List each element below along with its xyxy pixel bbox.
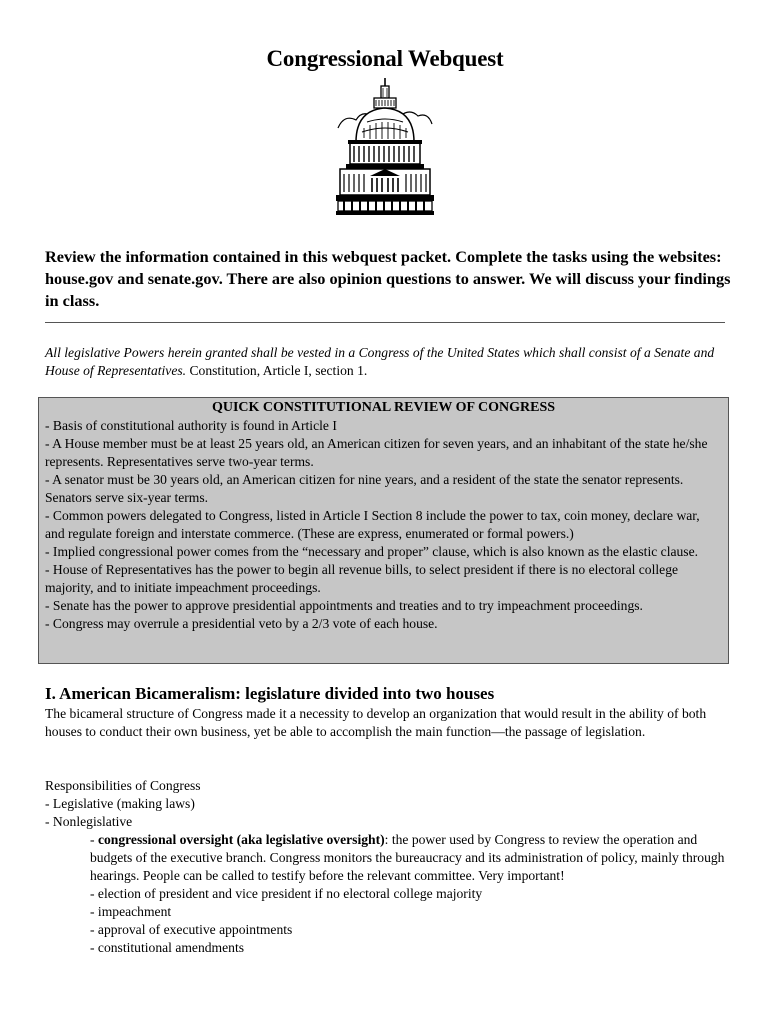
list-item: - constitutional amendments: [90, 940, 245, 955]
list-item: - Legislative (making laws): [45, 796, 195, 811]
capitol-building-icon: [334, 76, 436, 218]
constitutional-review-box: [38, 397, 729, 664]
list-item: - approval of executive appointments: [90, 922, 293, 937]
list-item: - impeachment: [90, 904, 172, 919]
review-item: - House of Representatives has the power to begin all revenue bills, to select president if there is no electoral college majority, and to initiate impeachment proceedings.: [45, 562, 679, 595]
nonlegislative-sublist: [90, 831, 730, 957]
review-title: QUICK CONSTITUTIONAL REVIEW OF CONGRESS: [211, 400, 556, 415]
list-item: - election of president and vice president if no electoral college majority: [90, 886, 483, 901]
list-item: - Nonlegislative: [45, 814, 133, 829]
review-item: - Senate has the power to approve presidential appointments and treaties and to try impeachment proceedings.: [45, 598, 643, 613]
review-item: - A House member must be at least 25 years old, an American citizen for seven years, and an inhabitant of the state he/she represents. Representatives serve two-year terms.: [45, 436, 708, 469]
oversight-description: : the power used by Congress to review the operation and budgets of the executive branch. Congress monitors the bureaucracy and its administration of policy, mainly through hearings. People can be called to testify before the relevant committee. Very important!: [90, 832, 725, 883]
review-item: - Congress may overrule a presidential veto by a 2/3 vote of each house.: [45, 616, 438, 631]
constitution-quote: [45, 344, 735, 380]
review-item: - A senator must be 30 years old, an American citizen for nine years, and a resident of the state the senator represents. Senators serve six-year terms.: [45, 472, 684, 505]
section-body: The bicameral structure of Congress made it a necessity to develop an organization that would result in the ability of both houses to conduct their own business, yet be able to accomplish the main function—the passage of legislation.: [45, 706, 707, 739]
section-heading: I. American Bicameralism: legislature divided into two houses: [45, 684, 495, 703]
quote-text: All legislative Powers herein granted shall be vested in a Congress of the United States which shall consist of a Senate and House of Representatives.: [45, 345, 715, 378]
responsibilities-list: [45, 777, 735, 831]
review-item: - Implied congressional power comes from the “necessary and proper” clause, which is also known as the elastic clause.: [45, 544, 699, 559]
review-item: - Common powers delegated to Congress, listed in Article I Section 8 include the power to tax, coin money, declare war, and regulate foreign and interstate commerce. (These are express, enumerated or formal powers.): [45, 508, 700, 541]
responsibilities-heading: Responsibilities of Congress: [45, 778, 201, 793]
intro-paragraph: Review the information contained in this webquest packet. Complete the tasks using the websites: house.gov and senate.gov. There are also opinion questions to answer. We will discuss your findings in class.: [45, 247, 731, 310]
quote-source: Constitution, Article I, section 1.: [189, 363, 368, 378]
oversight-prefix: -: [90, 832, 98, 847]
oversight-item: [90, 831, 730, 885]
page-title: Congressional Webquest: [266, 46, 504, 71]
review-item: - Basis of constitutional authority is found in Article I: [45, 418, 337, 433]
divider: [45, 322, 725, 323]
oversight-term: congressional oversight (aka legislative oversight): [97, 832, 385, 847]
